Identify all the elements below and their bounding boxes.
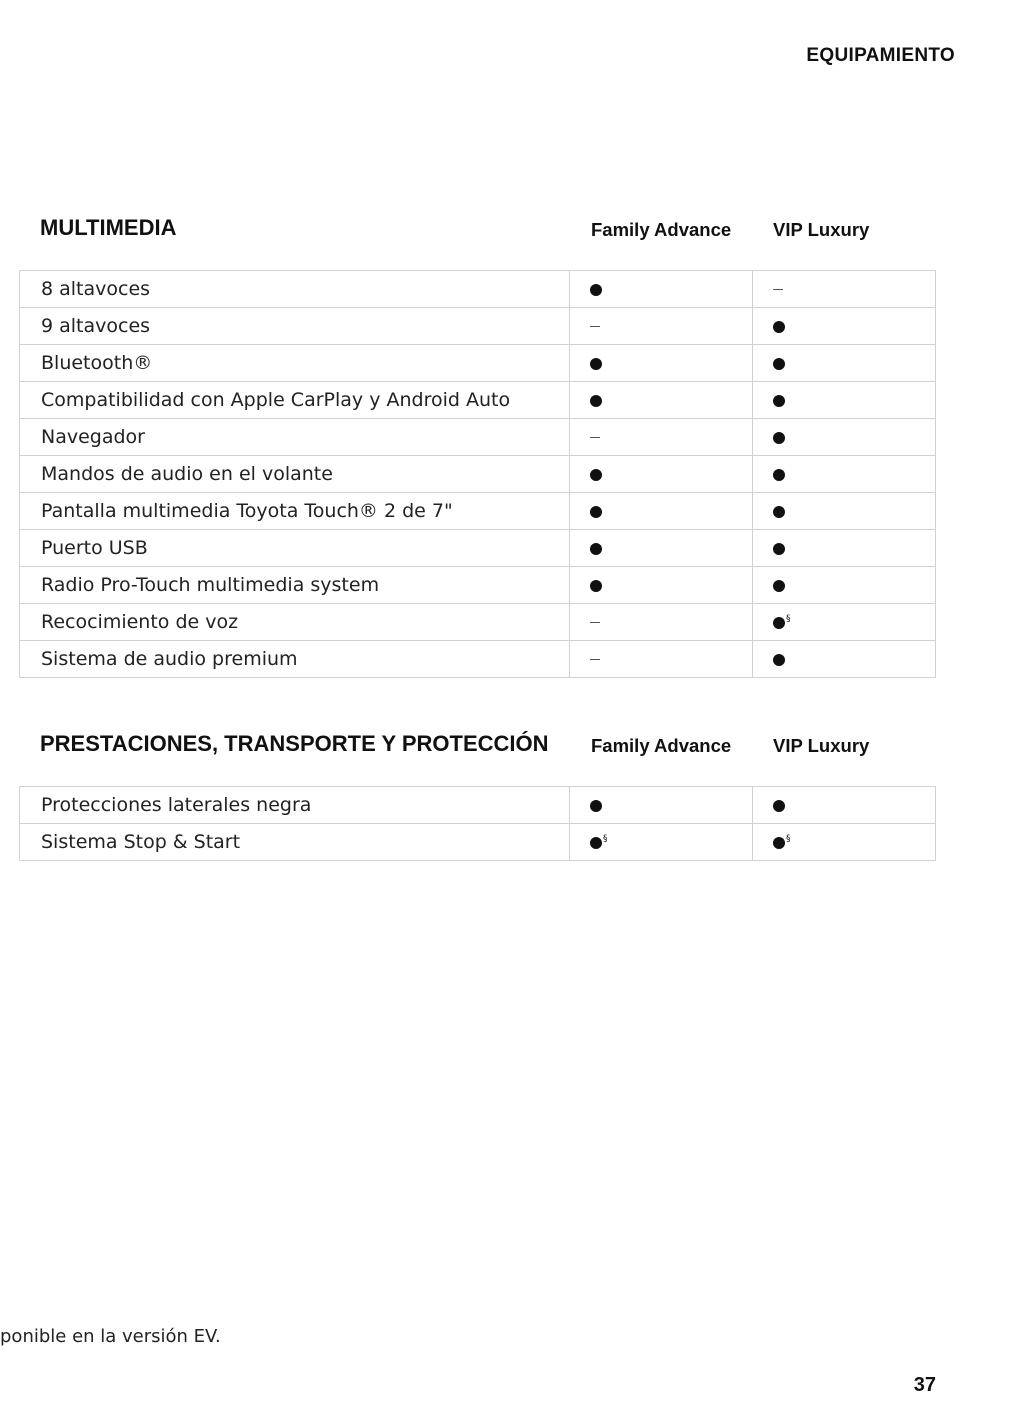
section-title: MULTIMEDIA [40,215,177,240]
section-header [19,730,936,786]
footnote-mark: § [603,834,608,844]
vip-luxury-cell [753,345,936,382]
feature-name: Pantalla multimedia Toyota Touch® 2 de 7" [20,493,570,530]
standard-dot-icon [590,469,602,481]
section-prestaciones [19,730,936,861]
standard-dot-icon [773,617,785,629]
section-header [19,214,936,270]
family-advance-cell [570,308,753,345]
table-row [20,530,936,567]
table-row [20,787,936,824]
standard-dot-icon [773,432,785,444]
table-row [20,382,936,419]
family-advance-cell [570,419,753,456]
table-row [20,604,936,641]
section-title: PRESTACIONES, TRANSPORTE Y PROTECCIÓN [40,731,549,756]
feature-name: Radio Pro-Touch multimedia system [20,567,570,604]
family-advance-cell [570,345,753,382]
table-row [20,308,936,345]
table-row [20,824,936,861]
table-row [20,345,936,382]
vip-luxury-cell [753,419,936,456]
standard-dot-icon [590,284,602,296]
feature-name: 8 altavoces [20,271,570,308]
feature-name: Compatibilidad con Apple CarPlay y Android Auto [20,382,570,419]
standard-dot-icon [590,580,602,592]
column-header-family-advance: Family Advance [591,219,732,240]
not-available-dash-icon [590,437,600,438]
not-available-dash-icon [590,326,600,327]
column-header-family-advance: Family Advance [591,735,732,756]
standard-dot-icon [590,837,602,849]
family-advance-cell [570,382,753,419]
vip-luxury-cell [753,567,936,604]
feature-name: Protecciones laterales negra [20,787,570,824]
not-available-dash-icon [590,659,600,660]
section-multimedia [19,214,936,678]
table-row [20,567,936,604]
feature-name: Bluetooth® [20,345,570,382]
vip-luxury-cell [753,641,936,678]
family-advance-cell [570,271,753,308]
family-advance-cell [570,604,753,641]
page-number: 37 [913,1374,936,1396]
feature-name: Recocimiento de voz [20,604,570,641]
feature-name: Mandos de audio en el volante [20,456,570,493]
not-available-dash-icon [590,622,600,623]
standard-dot-icon [590,395,602,407]
column-header-vip-luxury: VIP Luxury [773,219,870,240]
standard-dot-icon [773,469,785,481]
vip-luxury-cell [753,271,936,308]
family-advance-cell [570,567,753,604]
vip-luxury-cell [753,456,936,493]
standard-dot-icon [590,800,602,812]
family-advance-cell [570,641,753,678]
family-advance-cell [570,456,753,493]
vip-luxury-cell [753,824,936,861]
feature-name: Sistema Stop & Start [20,824,570,861]
table-row [20,271,936,308]
vip-luxury-cell [753,604,936,641]
standard-dot-icon [773,580,785,592]
feature-name: Sistema de audio premium [20,641,570,678]
equipment-table [19,786,936,861]
footnote-mark: § [786,614,791,624]
table-row [20,641,936,678]
vip-luxury-cell [753,530,936,567]
family-advance-cell [570,824,753,861]
standard-dot-icon [773,837,785,849]
standard-dot-icon [773,321,785,333]
feature-name: Navegador [20,419,570,456]
equipment-table [19,270,936,678]
standard-dot-icon [773,506,785,518]
standard-dot-icon [590,358,602,370]
standard-dot-icon [590,506,602,518]
column-header-vip-luxury: VIP Luxury [773,735,870,756]
table-row [20,493,936,530]
table-row [20,456,936,493]
footnote: ponible en la versión EV. [0,1326,221,1347]
vip-luxury-cell [753,308,936,345]
standard-dot-icon [773,654,785,666]
vip-luxury-cell [753,493,936,530]
standard-dot-icon [590,543,602,555]
footnote-mark: § [786,834,791,844]
vip-luxury-cell [753,382,936,419]
not-available-dash-icon [773,289,783,290]
header-title: EQUIPAMIENTO [806,45,955,66]
standard-dot-icon [773,543,785,555]
feature-name: 9 altavoces [20,308,570,345]
standard-dot-icon [773,800,785,812]
family-advance-cell [570,530,753,567]
family-advance-cell [570,493,753,530]
vip-luxury-cell [753,787,936,824]
table-row [20,419,936,456]
feature-name: Puerto USB [20,530,570,567]
family-advance-cell [570,787,753,824]
standard-dot-icon [773,358,785,370]
standard-dot-icon [773,395,785,407]
